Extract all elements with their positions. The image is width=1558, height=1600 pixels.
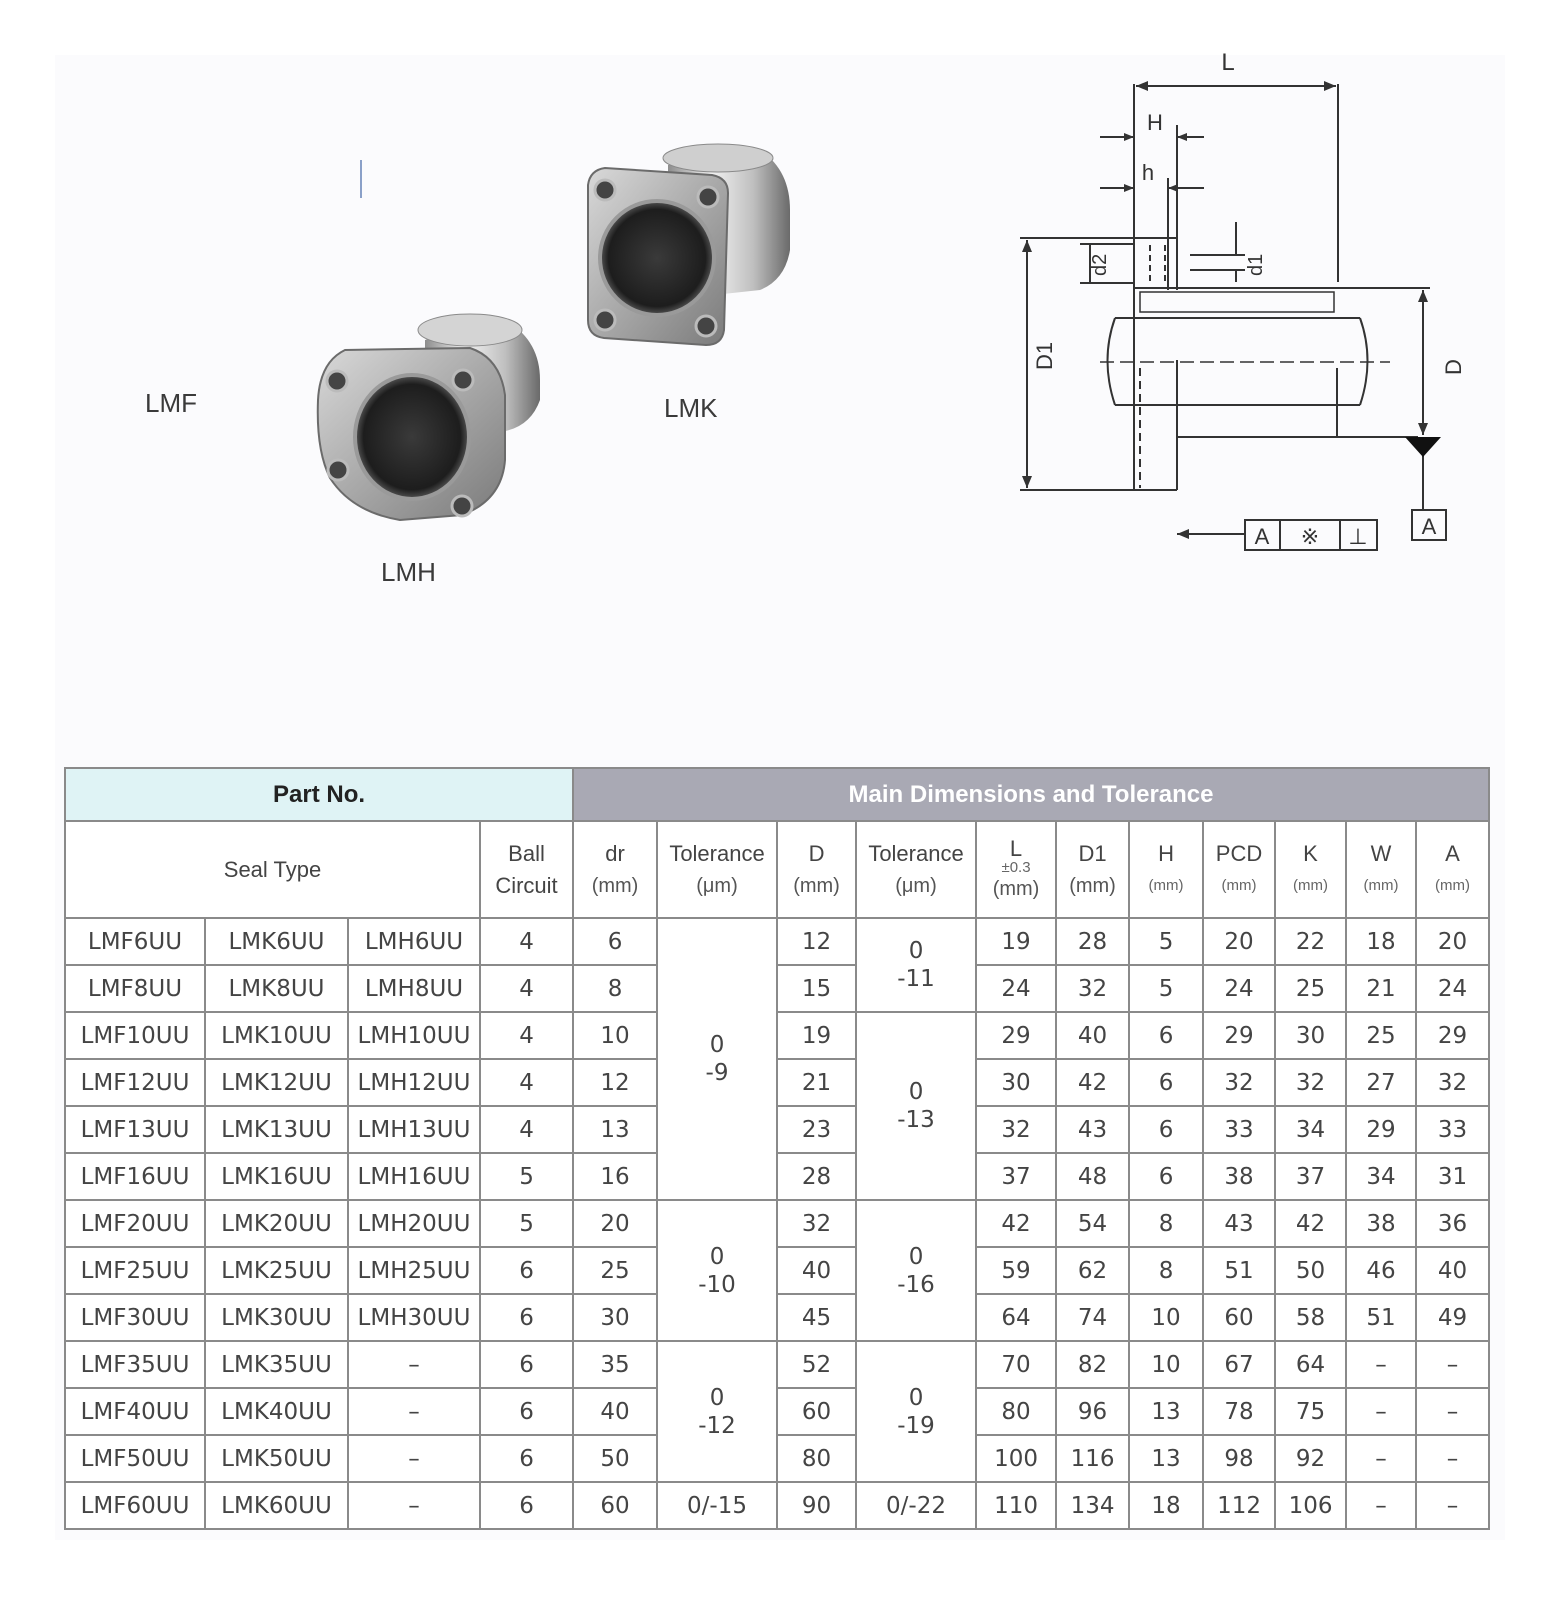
dr-tolerance-cell: 0/-15 [657,1482,777,1529]
D-cell: 40 [777,1247,856,1294]
D-tolerance-cell [856,1341,976,1482]
D1-cell: 42 [1056,1059,1129,1106]
lmk-part-cell: LMK30UU [205,1294,348,1341]
W-cell: 46 [1346,1247,1416,1294]
A-header: A (mm) [1416,821,1489,918]
H-cell: 6 [1129,1059,1203,1106]
lmk-label: LMK [664,393,718,423]
tolerance-lower: -9 [705,1060,729,1086]
lmk-part-cell: LMK13UU [205,1106,348,1153]
dim-D1-label: D1 [1032,341,1057,370]
table-row [65,1200,1489,1247]
table-row [65,1435,1489,1482]
H-cell: 8 [1129,1247,1203,1294]
W-cell: 29 [1346,1106,1416,1153]
dim-h-label: h [1141,160,1155,185]
A-cell: 49 [1416,1294,1489,1341]
W-cell: – [1346,1341,1416,1388]
dr-cell: 25 [573,1247,657,1294]
PCD-cell: 43 [1203,1200,1275,1247]
W-cell: – [1346,1388,1416,1435]
PCD-cell: 20 [1203,918,1275,965]
lmk-part-cell: LMK6UU [205,918,348,965]
lmk-part-cell: LMK12UU [205,1059,348,1106]
W-cell: 21 [1346,965,1416,1012]
H-cell: 5 [1129,918,1203,965]
L-cell: 80 [976,1388,1056,1435]
L-cell: 110 [976,1482,1056,1529]
K-cell: 64 [1275,1341,1346,1388]
W-cell: 51 [1346,1294,1416,1341]
A-cell: – [1416,1482,1489,1529]
PCD-cell: 78 [1203,1388,1275,1435]
frame-datum-label: A [1254,524,1270,549]
ball-circuit-cell: 4 [480,1059,573,1106]
D1-cell: 82 [1056,1341,1129,1388]
tolerance-lower: -10 [698,1271,736,1298]
PCD-cell: 29 [1203,1012,1275,1059]
tolerance-upper: 0 [908,1384,924,1411]
lmf-part-cell: LMF50UU [65,1435,205,1482]
lmf-part-cell: LMF25UU [65,1247,205,1294]
lmh-part-cell: LMH6UU [348,918,480,965]
dr-cell: 10 [573,1012,657,1059]
tolerance-upper: 0 [709,1384,725,1411]
dr-cell: 16 [573,1153,657,1200]
lmk-part-cell: LMK10UU [205,1012,348,1059]
dr-header: dr (mm) [573,821,657,918]
A-cell: 33 [1416,1106,1489,1153]
lmk-part-cell: LMK35UU [205,1341,348,1388]
table-row [65,965,1489,1012]
part-no-header: Part No. [65,768,573,821]
lmf-part-cell: LMF16UU [65,1153,205,1200]
K-cell: 25 [1275,965,1346,1012]
L-cell: 32 [976,1106,1056,1153]
H-cell: 18 [1129,1482,1203,1529]
D1-cell: 48 [1056,1153,1129,1200]
PCD-cell: 67 [1203,1341,1275,1388]
lmk-part-cell: LMK16UU [205,1153,348,1200]
D-cell: 21 [777,1059,856,1106]
ball-circuit-header: Ball Circuit [480,821,573,918]
K-cell: 106 [1275,1482,1346,1529]
dr-tolerance-cell [657,918,777,1200]
lmh-part-cell: LMH16UU [348,1153,480,1200]
dr-cell: 6 [573,918,657,965]
W-cell: 18 [1346,918,1416,965]
dr-cell: 20 [573,1200,657,1247]
lmf-part-cell: LMF6UU [65,918,205,965]
D-cell: 12 [777,918,856,965]
tolerance-lower: -12 [698,1412,736,1439]
D-tolerance-header: Tolerance (μm) [856,821,976,918]
W-cell: 34 [1346,1153,1416,1200]
A-cell: 31 [1416,1153,1489,1200]
L-cell: 70 [976,1341,1056,1388]
dr-tolerance-cell [657,1200,777,1341]
W-cell: – [1346,1482,1416,1529]
L-cell: 100 [976,1435,1056,1482]
lmh-part-cell: LMH20UU [348,1200,480,1247]
A-cell: 40 [1416,1247,1489,1294]
D-tolerance-cell [856,1200,976,1341]
A-cell: – [1416,1341,1489,1388]
D-cell: 45 [777,1294,856,1341]
PCD-cell: 32 [1203,1059,1275,1106]
tolerance-upper: 0 [908,1079,924,1105]
dim-d2-label: d2 [1089,253,1111,276]
H-cell: 10 [1129,1294,1203,1341]
K-cell: 92 [1275,1435,1346,1482]
D1-cell: 62 [1056,1247,1129,1294]
H-cell: 6 [1129,1012,1203,1059]
lmk-part-cell: LMK25UU [205,1247,348,1294]
table-row [65,1153,1489,1200]
dr-cell: 60 [573,1482,657,1529]
lmf-part-cell: LMF35UU [65,1341,205,1388]
PCD-cell: 60 [1203,1294,1275,1341]
ball-circuit-cell: 6 [480,1247,573,1294]
D-cell: 32 [777,1200,856,1247]
dim-L-label: L [1221,49,1235,76]
table-row [65,1482,1489,1529]
ball-circuit-cell: 4 [480,1012,573,1059]
dimension-drawing [0,0,1558,620]
L-cell: 64 [976,1294,1056,1341]
D-tolerance-cell [856,918,976,1012]
H-cell: 10 [1129,1341,1203,1388]
ball-circuit-cell: 4 [480,918,573,965]
ball-circuit-cell: 5 [480,1153,573,1200]
L-cell: 30 [976,1059,1056,1106]
H-cell: 5 [1129,965,1203,1012]
L-cell: 24 [976,965,1056,1012]
PCD-cell: 51 [1203,1247,1275,1294]
A-cell: 32 [1416,1059,1489,1106]
tolerance-lower: -16 [897,1271,935,1298]
D1-cell: 134 [1056,1482,1129,1529]
lmh-part-cell: LMH25UU [348,1247,480,1294]
K-cell: 34 [1275,1106,1346,1153]
perpendicularity-symbol: ⊥ [1348,524,1368,549]
K-cell: 30 [1275,1012,1346,1059]
lmf-part-cell: LMF12UU [65,1059,205,1106]
tolerance-upper: 0 [908,938,924,964]
A-cell: 36 [1416,1200,1489,1247]
tolerance-lower: -11 [897,966,935,992]
lmh-part-cell: LMH10UU [348,1012,480,1059]
L-cell: 19 [976,918,1056,965]
table-row [65,1341,1489,1388]
A-cell: 29 [1416,1012,1489,1059]
tolerance-upper: 0 [709,1243,725,1270]
L-cell: 29 [976,1012,1056,1059]
lmh-part-cell: LMH13UU [348,1106,480,1153]
L-header: L ±0.3 (mm) [976,821,1056,918]
lmf-part-cell: LMF20UU [65,1200,205,1247]
D-cell: 52 [777,1341,856,1388]
D1-cell: 43 [1056,1106,1129,1153]
K-cell: 22 [1275,918,1346,965]
dr-cell: 30 [573,1294,657,1341]
PCD-cell: 33 [1203,1106,1275,1153]
D1-cell: 54 [1056,1200,1129,1247]
lmk-part-cell: LMK8UU [205,965,348,1012]
H-header: H (mm) [1129,821,1203,918]
PCD-cell: 38 [1203,1153,1275,1200]
PCD-cell: 24 [1203,965,1275,1012]
D-header: D (mm) [777,821,856,918]
K-cell: 32 [1275,1059,1346,1106]
D-tolerance-cell [856,1012,976,1200]
A-cell: – [1416,1435,1489,1482]
D-cell: 60 [777,1388,856,1435]
lmh-part-cell: – [348,1341,480,1388]
D-cell: 15 [777,965,856,1012]
D1-cell: 116 [1056,1435,1129,1482]
dr-cell: 50 [573,1435,657,1482]
ball-circuit-cell: 6 [480,1388,573,1435]
D-tolerance-cell: 0/-22 [856,1482,976,1529]
ball-circuit-cell: 6 [480,1341,573,1388]
lmh-part-cell: LMH8UU [348,965,480,1012]
K-cell: 75 [1275,1388,1346,1435]
lmh-part-cell: LMH12UU [348,1059,480,1106]
dr-tolerance-header: Tolerance (μm) [657,821,777,918]
datum-A-label: A [1421,514,1437,539]
ball-circuit-cell: 6 [480,1435,573,1482]
lmf-part-cell: LMF40UU [65,1388,205,1435]
lmk-part-cell: LMK20UU [205,1200,348,1247]
D-cell: 80 [777,1435,856,1482]
W-cell: 25 [1346,1012,1416,1059]
lmf-part-cell: LMF60UU [65,1482,205,1529]
K-cell: 50 [1275,1247,1346,1294]
W-cell: – [1346,1435,1416,1482]
W-header: W (mm) [1346,821,1416,918]
table-row [65,1388,1489,1435]
table-row [65,1059,1489,1106]
lmk-part-cell: LMK60UU [205,1482,348,1529]
PCD-cell: 98 [1203,1435,1275,1482]
lmf-part-cell: LMF8UU [65,965,205,1012]
ball-circuit-cell: 4 [480,965,573,1012]
lmh-part-cell: – [348,1482,480,1529]
table-row [65,1247,1489,1294]
D-cell: 90 [777,1482,856,1529]
D1-cell: 96 [1056,1388,1129,1435]
lmk-part-cell: LMK40UU [205,1388,348,1435]
dr-cell: 13 [573,1106,657,1153]
D1-header: D1 (mm) [1056,821,1129,918]
K-cell: 58 [1275,1294,1346,1341]
L-cell: 42 [976,1200,1056,1247]
frame-symbol: ※ [1300,524,1320,549]
dr-cell: 8 [573,965,657,1012]
table-row [65,1294,1489,1341]
table-row [65,1012,1489,1059]
dr-cell: 12 [573,1059,657,1106]
main-dimensions-header: Main Dimensions and Tolerance [573,768,1489,821]
ball-circuit-cell: 6 [480,1482,573,1529]
D-cell: 28 [777,1153,856,1200]
K-cell: 42 [1275,1200,1346,1247]
ball-circuit-cell: 6 [480,1294,573,1341]
tolerance-lower: -19 [897,1412,935,1439]
lmf-part-cell: LMF13UU [65,1106,205,1153]
PCD-header: PCD (mm) [1203,821,1275,918]
H-cell: 6 [1129,1106,1203,1153]
PCD-cell: 112 [1203,1482,1275,1529]
lmh-part-cell: – [348,1388,480,1435]
lmh-label: LMH [381,557,436,587]
lmh-part-cell: LMH30UU [348,1294,480,1341]
D1-cell: 40 [1056,1012,1129,1059]
W-cell: 38 [1346,1200,1416,1247]
dim-d1-label: d1 [1245,253,1267,276]
dim-H-label: H [1147,110,1163,135]
A-cell: 20 [1416,918,1489,965]
D-cell: 19 [777,1012,856,1059]
D1-cell: 32 [1056,965,1129,1012]
W-cell: 27 [1346,1059,1416,1106]
A-cell: 24 [1416,965,1489,1012]
H-cell: 6 [1129,1153,1203,1200]
ball-circuit-cell: 4 [480,1106,573,1153]
D1-cell: 74 [1056,1294,1129,1341]
L-cell: 37 [976,1153,1056,1200]
K-cell: 37 [1275,1153,1346,1200]
specification-table [64,767,1490,1530]
seal-type-header: Seal Type [65,821,480,918]
tolerance-upper: 0 [908,1243,924,1270]
lmf-part-cell: LMF10UU [65,1012,205,1059]
dr-cell: 35 [573,1341,657,1388]
tolerance-upper: 0 [709,1032,725,1058]
D-cell: 23 [777,1106,856,1153]
H-cell: 13 [1129,1435,1203,1482]
dim-D-label: D [1441,359,1466,375]
K-header: K (mm) [1275,821,1346,918]
tolerance-lower: -13 [897,1107,935,1133]
H-cell: 13 [1129,1388,1203,1435]
lmf-label: LMF [145,388,197,418]
L-cell: 59 [976,1247,1056,1294]
table-row [65,1106,1489,1153]
A-cell: – [1416,1388,1489,1435]
H-cell: 8 [1129,1200,1203,1247]
lmf-part-cell: LMF30UU [65,1294,205,1341]
dr-tolerance-cell [657,1341,777,1482]
ball-circuit-cell: 5 [480,1200,573,1247]
lmk-part-cell: LMK50UU [205,1435,348,1482]
lmh-part-cell: – [348,1435,480,1482]
D1-cell: 28 [1056,918,1129,965]
dr-cell: 40 [573,1388,657,1435]
table-row [65,918,1489,965]
